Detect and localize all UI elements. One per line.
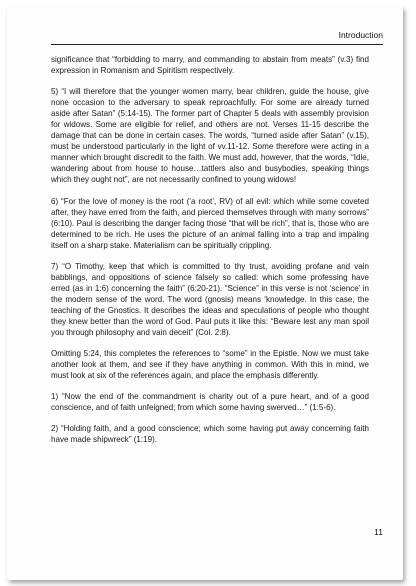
book-page xyxy=(7,6,403,580)
paragraph-point-5: 5) “I will therefore that the younger women marry, bear children, guide the house, give none occasion to the adversary to speak reproachfully. For some are already turned aside after Satan” (5:14-15). The former part of Chapter 5 deals with assembly provision for widows. Some are eligible for relief, and others are not. Verses 11-15 describe the damage that can be done in certain cases. The words, “turned aside after Satan” (v.15), must be understood particularly in the light of vv.11-12. Some therefore were acting in a manner which brought discredit to the faith. We must add, however, that the words, “Idle, wandering about from house to house…tattlers also and busybodies, speaking things which they ought not”, are not necessarily confined to young widows! xyxy=(51,87,369,185)
page-body xyxy=(51,54,369,455)
paragraph-reference-2: 2) “Holding faith, and a good conscience; which some having put away concerning faith have made shipwreck” (1:19). xyxy=(51,424,369,445)
header-rule xyxy=(51,44,383,45)
running-header: Introduction xyxy=(338,30,383,40)
paragraph-point-7: 7) “O Timothy, keep that which is committed to thy trust, avoiding profane and vain babblings, and oppositions of science falsely so called: which some professing have erred (as in 1:6) concerning the faith” (6:20-21). “Science” in this verse is not ‘science’ in the modern sense of the word. The word (gnosis) means ‘knowledge. In this case, the teaching of the Gnostics. It describes the ideas and speculations of people who thought they knew better than the word of God. Paul puts it like this: “Beware lest any man spoil you through philosophy and vain deceit” (Col. 2:8). xyxy=(51,261,369,338)
paragraph-summary: Omitting 5:24, this completes the references to “some” in the Epistle. Now we must take another look at them, and see if they have anything in common. With this in mind, we must look at six of the references again, and place the emphasis differently. xyxy=(51,349,369,381)
paragraph-continuation: significance that “forbidding to marry, and commanding to abstain from meats” (v.3) find expression in Romanism and Spiritism respectively. xyxy=(51,55,369,76)
paragraph-reference-1: 1) “Now the end of the commandment is charity out of a pure heart, and of a good conscience, and of faith unfeigned; from which some having swerved…” (1:5-6). xyxy=(51,392,369,413)
page-number: 11 xyxy=(374,527,383,537)
paragraph-point-6: 6) “For the love of money is the root (‘a root’, RV) of all evil: which while some coveted after, they have erred from the faith, and pierced themselves through with many sorrows” (6:10). Paul is describing the danger facing those “that will be rich”, that is, those who are determined to be rich. He uses the picture of an animal falling into a trap and impaling itself on a sharp stake. Materialism can be spiritually crippling. xyxy=(51,196,369,250)
